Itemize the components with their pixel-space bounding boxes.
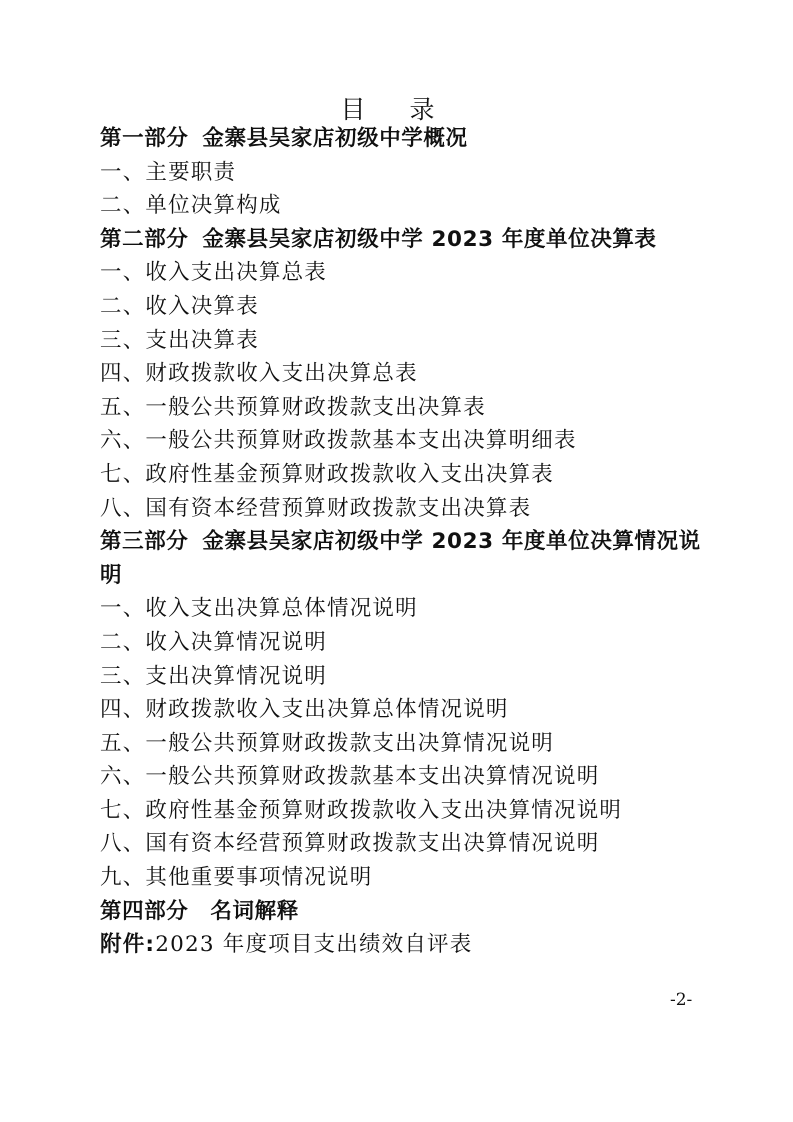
part3-item: 八、国有资本经营预算财政拨款支出决算情况说明 — [100, 831, 600, 857]
part1-heading — [100, 122, 720, 156]
part4-label: 第四部分 — [100, 898, 189, 924]
part2-item: 三、支出决算表 — [100, 327, 259, 353]
part2-heading — [100, 223, 720, 257]
part3-item: 二、收入决算情况说明 — [100, 629, 328, 655]
part3-item: 七、政府性基金预算财政拨款收入支出决算情况说明 — [100, 797, 623, 823]
part1-item: 一、主要职责 — [100, 159, 237, 185]
part3-item: 六、一般公共预算财政拨款基本支出决算情况说明 — [100, 764, 600, 790]
part1-label: 第一部分 — [100, 126, 189, 151]
part2-item: 七、政府性基金预算财政拨款收入支出决算表 — [100, 461, 555, 487]
page-number: -2- — [670, 990, 693, 1010]
part3-item: 五、一般公共预算财政拨款支出决算情况说明 — [100, 730, 555, 756]
part1-title: 金寨县吴家店初级中学概况 — [202, 126, 468, 151]
part2-item: 五、一般公共预算财政拨款支出决算表 — [100, 394, 486, 420]
part2-item: 六、一般公共预算财政拨款基本支出决算明细表 — [100, 428, 577, 454]
table-of-contents — [100, 122, 720, 962]
part3-item: 九、其他重要事项情况说明 — [100, 865, 373, 891]
part3-label: 第三部分 — [100, 529, 189, 555]
part2-item: 四、财政拨款收入支出决算总表 — [100, 361, 418, 387]
part3-heading — [100, 525, 715, 592]
part4-heading — [100, 895, 720, 929]
part4-title: 名词解释 — [210, 898, 299, 924]
attachment-text: 2023 年度项目支出绩效自评表 — [155, 932, 473, 958]
part2-item: 二、收入决算表 — [100, 293, 259, 319]
part2-title: 金寨县吴家店初级中学 2023 年度单位决算表 — [202, 226, 657, 252]
part3-item: 四、财政拨款收入支出决算总体情况说明 — [100, 697, 509, 723]
part3-item: 三、支出决算情况说明 — [100, 663, 328, 689]
toc-title: 目 录 — [340, 95, 453, 124]
part2-item: 一、收入支出决算总表 — [100, 260, 328, 286]
part2-item: 八、国有资本经营预算财政拨款支出决算表 — [100, 495, 532, 521]
part2-label: 第二部分 — [100, 226, 189, 252]
part3-item: 一、收入支出决算总体情况说明 — [100, 596, 418, 622]
part3-title: 金寨县吴家店初级中学 2023 年度单位决算情况说明 — [100, 529, 701, 588]
part1-item: 二、单位决算构成 — [100, 193, 282, 219]
attachment-label: 附件: — [100, 932, 156, 958]
attachment-line — [100, 928, 720, 962]
